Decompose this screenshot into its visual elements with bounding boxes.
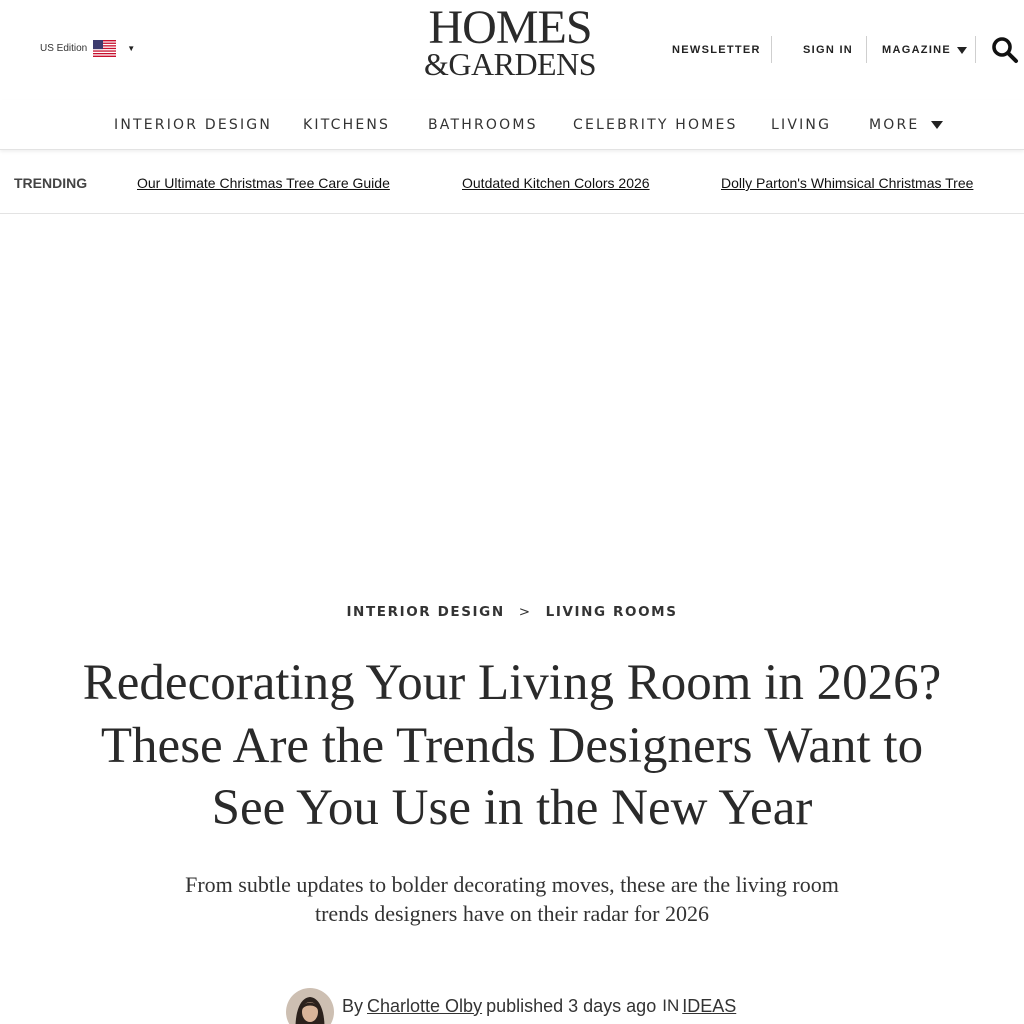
trending-link[interactable]: Our Ultimate Christmas Tree Care Guide (137, 175, 390, 191)
byline-in: IN (662, 996, 680, 1015)
published-time: published 3 days ago (486, 995, 657, 1016)
author-link[interactable]: Charlotte Olby (367, 995, 483, 1016)
edition-label: US Edition (40, 43, 88, 54)
breadcrumb-separator: > (518, 604, 532, 620)
us-flag-icon (93, 40, 116, 57)
logo-line-1: HOMES (428, 1, 592, 54)
divider (866, 36, 867, 63)
site-logo[interactable] (408, 1, 612, 82)
trending-bar (0, 151, 1024, 214)
divider (975, 36, 976, 63)
search-icon[interactable] (991, 36, 1019, 64)
nav-item-bathrooms[interactable]: BATHROOMS (428, 117, 538, 133)
main-nav (0, 100, 1024, 150)
trending-link[interactable]: Outdated Kitchen Colors 2026 (462, 175, 650, 191)
nav-item-interior-design[interactable]: INTERIOR DESIGN (114, 117, 273, 133)
nav-item-kitchens[interactable]: KITCHENS (303, 117, 391, 133)
trending-label: TRENDING (14, 175, 88, 191)
article-headline: Redecorating Your Living Room in 2026? These Are the Trends Designers Want to See You Use in the New Year (82, 655, 942, 836)
nav-item-celebrity-homes[interactable]: CELEBRITY HOMES (573, 117, 738, 133)
triangle-down-icon (931, 121, 943, 129)
breadcrumb-item-interior-design[interactable]: INTERIOR DESIGN (346, 604, 505, 620)
byline-by: By (342, 995, 364, 1016)
magazine-label: MAGAZINE (882, 44, 952, 56)
magazine-menu[interactable] (882, 36, 967, 64)
nav-more-label: MORE (869, 117, 920, 133)
article-standfirst: From subtle updates to bolder decorating moves, these are the living room trends designers have on their radar for 2026 (185, 872, 839, 926)
article-byline (286, 988, 736, 1024)
trending-link[interactable]: Dolly Parton's Whimsical Christmas Tree (721, 175, 974, 191)
edition-selector[interactable] (40, 40, 135, 57)
category-link[interactable]: IDEAS (682, 995, 737, 1016)
nav-item-living[interactable]: LIVING (771, 117, 832, 133)
breadcrumb (0, 604, 1024, 620)
sign-in-link[interactable]: SIGN IN (803, 44, 854, 56)
triangle-down-icon (957, 47, 967, 54)
author-avatar[interactable] (286, 988, 334, 1024)
breadcrumb-item-living-rooms[interactable]: LIVING ROOMS (545, 604, 678, 620)
newsletter-link[interactable]: NEWSLETTER (672, 44, 761, 56)
nav-item-more[interactable] (869, 117, 943, 133)
logo-line-2: &GARDENS (423, 46, 596, 82)
caret-down-icon: ▼ (127, 44, 136, 53)
divider (771, 36, 772, 63)
site-header (0, 0, 1024, 100)
